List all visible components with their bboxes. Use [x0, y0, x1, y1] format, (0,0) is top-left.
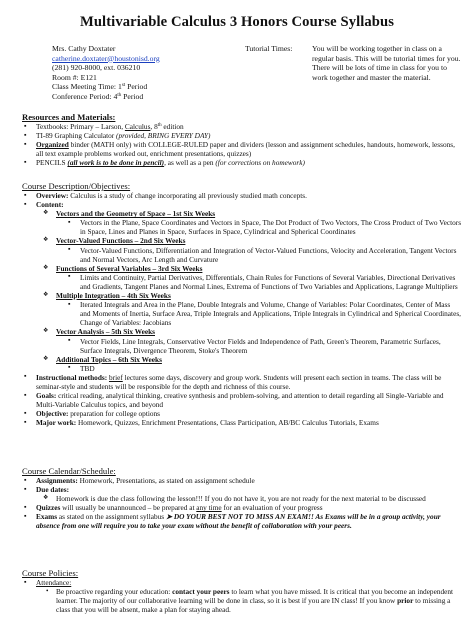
unit-1-detail: ▪ Vectors in the Plane, Space Coordinates and Vectors in Space, The Dot Product of Two Vectors, The Cross Product of Two Vectors in Space, Lines and Planes in Space, Surfaces in Space, Cylindrical and Spherical Coordinates [22, 218, 462, 236]
unit-1-title: ❖ Vectors and the Geometry of Space – 1st Six Weeks [22, 209, 462, 218]
exams-item: ▪ Exams as stated on the assignment syllabus ➤ DO YOUR BEST NOT TO MISS AN EXAM!! As Exams will be in a group activity, your absence from one will require you to take your exam without the benefit of collaboration with your peers. [22, 512, 462, 530]
due-dates-detail: ❖ Homework is due the class following the lesson!!! If you do not have it, you are not ready for the next material to be discussed [22, 494, 462, 503]
due-dates-item: ▪ Due dates: [22, 485, 462, 494]
policies-heading: Course Policies: [22, 568, 79, 578]
unit-5-title: ❖ Vector Analysis – 5th Six Weeks [22, 327, 462, 336]
calendar-section [22, 466, 462, 531]
policies-section [22, 568, 462, 614]
methods-item: ▪ Instructional methods: brief lectures some days, discovery and group work. Students will present each section in teams. The class will be seminar-style and students will be responsible for the depth and richness of this course. [22, 373, 462, 391]
content-item: ▪ Content: [22, 200, 462, 209]
email-link[interactable]: catherine.doxtater@houstonisd.org [52, 53, 160, 63]
assignments-item: ▪ Assignments: Homework, Presentations, as stated on assignment schedule [22, 476, 462, 485]
binder-item: ▪ Organized binder (MATH only) with COLLEGE-RULED paper and dividers (lesson and assignment schedules, handouts, homework, lessons, all text example problems worked out, enrichment presentations, quizzes) [22, 140, 462, 158]
unit-6-title: ❖ Additional Topics – 6th Six Weeks [22, 355, 462, 364]
unit-2-detail: ▪ Vector-Valued Functions, Differentiation and Integration of Vector-Valued Functions, Velocity and Acceleration, Tangent Vectors and Normal Vectors, Arc Length and Curvature [22, 246, 462, 264]
unit-2-title: ❖ Vector-Valued Functions – 2nd Six Weeks [22, 236, 462, 245]
description-section [22, 181, 462, 427]
room-number: Room #: E121 [52, 72, 97, 82]
unit-5-detail: ▪ Vector Fields, Line Integrals, Conservative Vector Fields and Independence of Path, Green's Theorem, Parametric Surfaces, Surface Integrals, Divergence Theorem, Stoke's Theorem [22, 337, 462, 355]
phone-number: (281) 920-8000, ext. 036210 [52, 63, 141, 73]
unit-3-title: ❖ Functions of Several Variables – 3rd Six Weeks [22, 264, 462, 273]
unit-4-detail: ▪ Iterated Integrals and Area in the Plane, Double Integrals and Volume, Change of Variables: Polar Coordinates, Center of Mass and Moments of Inertia, Surface Area, Triple Integrals and Applications, Triple Integrals in Cylindrical and Spherical Coordinates, Change of Variables: Jacobians [22, 300, 462, 327]
calendar-heading: Course Calendar/Schedule: [22, 466, 116, 476]
tutorial-label: Tutorial Times: [245, 44, 293, 53]
pencils-item: ▪ PENCILS (all work is to be done in pencil), as well as a pen (for corrections on homework) [22, 158, 462, 167]
teacher-name: Mrs. Cathy Doxtater [52, 44, 116, 53]
page-title: Multivariable Calculus 3 Honors Course Syllabus [79, 14, 395, 30]
major-work-item: ▪ Major work: Homework, Quizzes, Enrichment Presentations, Class Participation, AB/BC Calculus Tutorials, Exams [22, 418, 462, 427]
overview-item: ▪ Overview: Calculus is a study of change incorporating all previously studied math concepts. [22, 191, 462, 200]
unit-6-detail: ▪ TBD [22, 364, 462, 373]
quizzes-item: ▪ Quizzes will usually be unannounced – be prepared at any time for an evaluation of your progress [22, 503, 462, 512]
contact-block [52, 44, 160, 102]
unit-3-detail: ▪ Limits and Continuity, Partial Derivatives, Differentials, Chain Rules for Functions of Several Variables, Directional Derivatives and Gradients, Tangent Planes and Normal Lines, Extrema of Functions of Two Variables and Applications, Lagrange Multipliers [22, 273, 462, 291]
attendance-item: ▪ Attendance: [22, 578, 462, 587]
objective-item: ▪ Objective: preparation for college options [22, 409, 462, 418]
calculator-item: ▪ TI-89 Graphing Calculator (provided, BRING EVERY DAY) [22, 131, 462, 140]
attendance-detail: • Be proactive regarding your education: contact your peers to learn what you have missed. It is critical that you become an independent learner. The majority of our collaborative learning will be done in class, so it is best if you are IN class! If you know prior to missing a class that you will be absent, make a plan for staying ahead. [22, 587, 462, 614]
goals-item: ▪ Goals: critical reading, analytical thinking, creative synthesis and problem-solving, and attention to detail regarding all Single-Variable and Multi-Variable Calculus topics, and beyond [22, 391, 462, 409]
unit-4-title: ❖ Multiple Integration – 4th Six Weeks [22, 291, 462, 300]
tutorial-text: You will be working together in class on a regular basis. This will be tutorial times for you. There will be lots of time in class for you to work together and master the material. [312, 44, 461, 82]
tutorial-block [245, 44, 462, 82]
textbooks-item: ▪ Textbooks: Primary – Larson, Calculus, 8th edition [22, 122, 462, 131]
resources-section [22, 112, 462, 167]
conference-period: Conference Period: 4th Period [52, 91, 144, 101]
resources-heading: Resources and Materials: [22, 112, 116, 122]
description-heading: Course Description/Objectives: [22, 181, 131, 191]
class-meeting-time: Class Meeting Time: 1st Period [52, 82, 148, 92]
